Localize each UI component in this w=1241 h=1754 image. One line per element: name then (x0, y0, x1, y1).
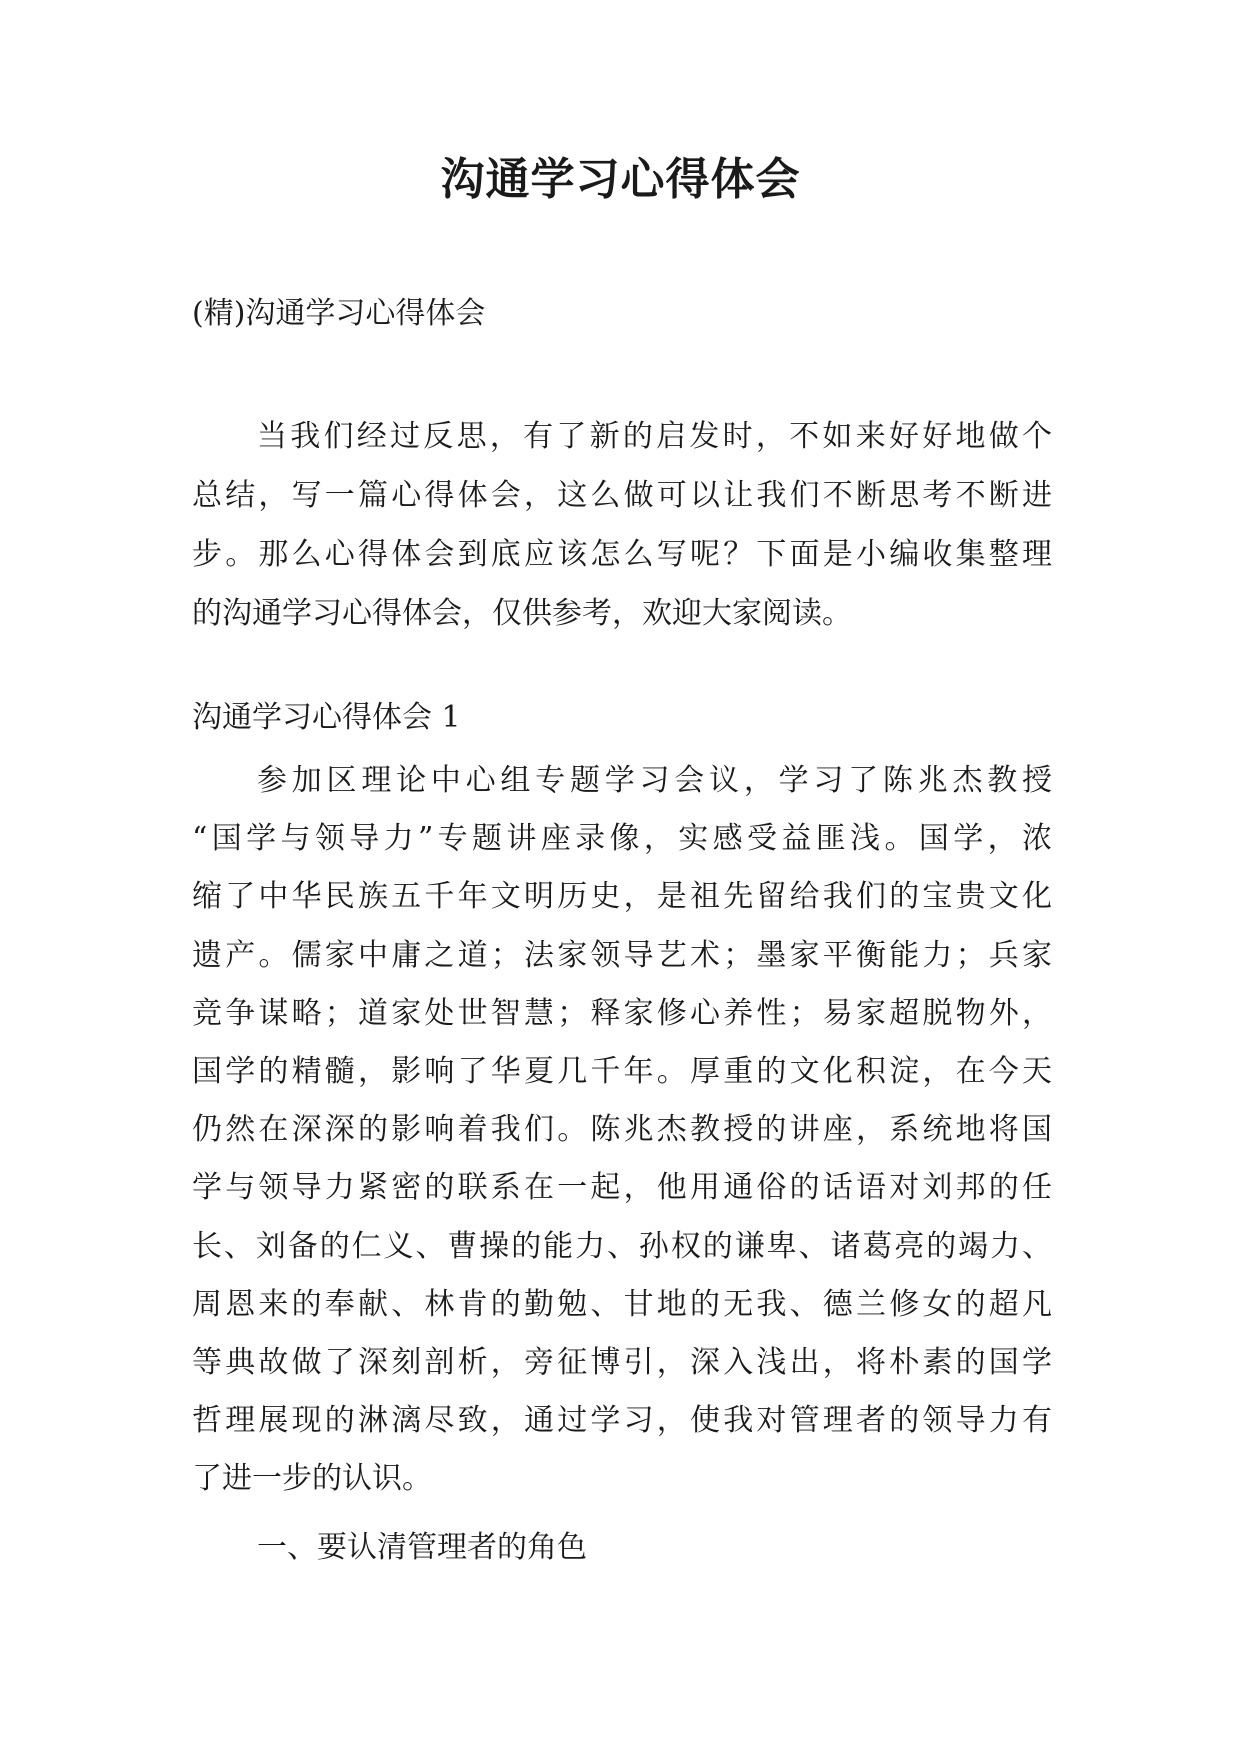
document-subtitle: (精)沟通学习心得体会 (192, 296, 486, 331)
body-line: “国学与领导力”专题讲座录像，实感受益匪浅。国学，浓 (192, 821, 1052, 857)
section-heading: 沟通学习心得体会 1 (192, 700, 461, 735)
body-line: 仍然在深深的影响着我们。陈兆杰教授的讲座，系统地将国 (192, 1112, 1052, 1148)
document-title: 沟通学习心得体会 (440, 154, 801, 205)
sub-heading: 一、要认清管理者的角色 (257, 1530, 587, 1565)
body-line: 学与领导力紧密的联系在一起，他用通俗的话语对刘邦的任 (192, 1170, 1052, 1206)
intro-paragraph (192, 407, 1052, 643)
body-line: 竞争谋略；道家处世智慧；释家修心养性；易家超脱物外， (192, 995, 1052, 1031)
body-line: 缩了中华民族五千年文明历史，是祖先留给我们的宝贵文化 (192, 879, 1052, 915)
intro-line: 总结，写一篇心得体会，这么做可以让我们不断思考不断进 (192, 478, 1052, 513)
body-line: 哲理展现的淋漓尽致，通过学习，使我对管理者的领导力有 (192, 1403, 1052, 1439)
body-line: 遗产。儒家中庸之道；法家领导艺术；墨家平衡能力；兵家 (192, 937, 1052, 973)
body-line: 国学的精髓，影响了华夏几千年。厚重的文化积淀，在今天 (192, 1054, 1052, 1090)
body-line: 了进一步的认识。 (192, 1461, 432, 1497)
intro-line: 的沟通学习心得体会，仅供参考，欢迎大家阅读。 (192, 596, 852, 631)
intro-line: 步。那么心得体会到底应该怎么写呢？下面是小编收集整理 (192, 537, 1052, 572)
body-line: 参加区理论中心组专题学习会议，学习了陈兆杰教授 (257, 763, 1052, 798)
intro-line: 当我们经过反思，有了新的启发时，不如来好好地做个 (257, 419, 1052, 454)
body-line: 周恩来的奉献、林肯的勤勉、甘地的无我、德兰修女的超凡 (192, 1286, 1052, 1322)
body-paragraph (192, 752, 1052, 1509)
body-line: 长、刘备的仁义、曹操的能力、孙权的谦卑、诸葛亮的竭力、 (192, 1228, 1052, 1264)
body-line: 等典故做了深刻剖析，旁征博引，深入浅出，将朴素的国学 (192, 1345, 1052, 1381)
